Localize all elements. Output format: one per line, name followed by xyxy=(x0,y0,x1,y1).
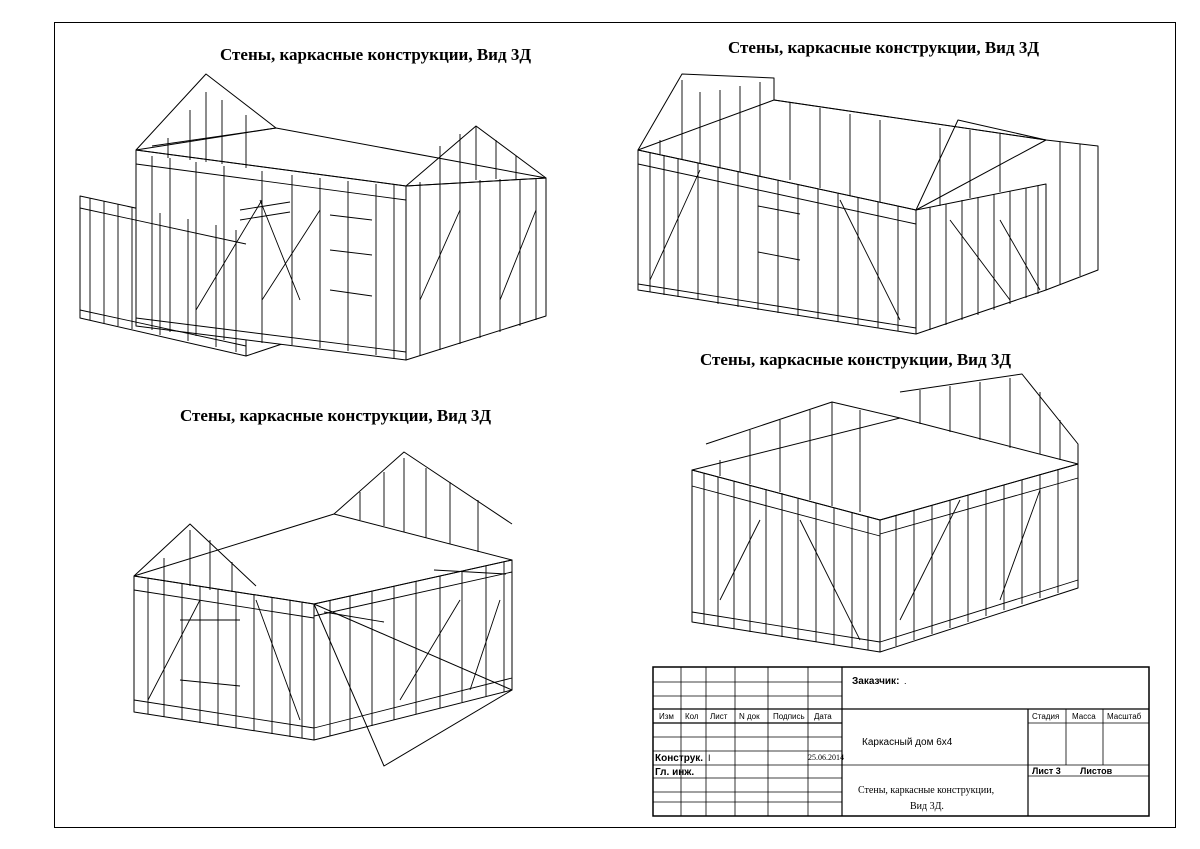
sheets-label: Листов xyxy=(1080,766,1113,776)
constructor-value: I xyxy=(708,753,711,763)
frame-view-4 xyxy=(692,374,1078,652)
frame-view-3 xyxy=(134,452,512,766)
view-1-title: Стены, каркасные конструкции, Вид 3Д xyxy=(220,45,532,64)
col-kol: Кол xyxy=(685,712,699,721)
view-4-title: Стены, каркасные конструкции, Вид 3Д xyxy=(700,350,1012,369)
col-podpis: Подпись xyxy=(773,712,805,721)
project-name: Каркасный дом 6х4 xyxy=(862,737,953,748)
scale-label: Масштаб xyxy=(1107,712,1142,721)
view-2-title: Стены, каркасные конструкции, Вид 3Д xyxy=(728,38,1040,57)
sheet-label: Лист 3 xyxy=(1032,766,1061,776)
drawing-name-line-1: Стены, каркасные конструкции, xyxy=(858,785,995,796)
signature-date: 25.06.2014 xyxy=(808,753,844,762)
col-list: Лист xyxy=(710,712,728,721)
frame-view-2 xyxy=(638,74,1098,334)
drawing-name-line-2: Вид 3Д. xyxy=(910,801,944,812)
stage-label: Стадия xyxy=(1032,712,1060,721)
col-ndok: N док xyxy=(739,712,760,721)
mass-label: Масса xyxy=(1072,712,1096,721)
frame-view-1 xyxy=(80,74,546,360)
customer-label: Заказчик: xyxy=(852,676,900,687)
col-data: Дата xyxy=(814,712,832,721)
constructor-label: Конструк. xyxy=(655,753,704,764)
view-3-title: Стены, каркасные конструкции, Вид 3Д xyxy=(180,406,492,425)
chief-engineer-label: Гл. инж. xyxy=(655,767,695,778)
customer-value: . xyxy=(904,676,907,686)
col-izm: Изм xyxy=(659,712,674,721)
